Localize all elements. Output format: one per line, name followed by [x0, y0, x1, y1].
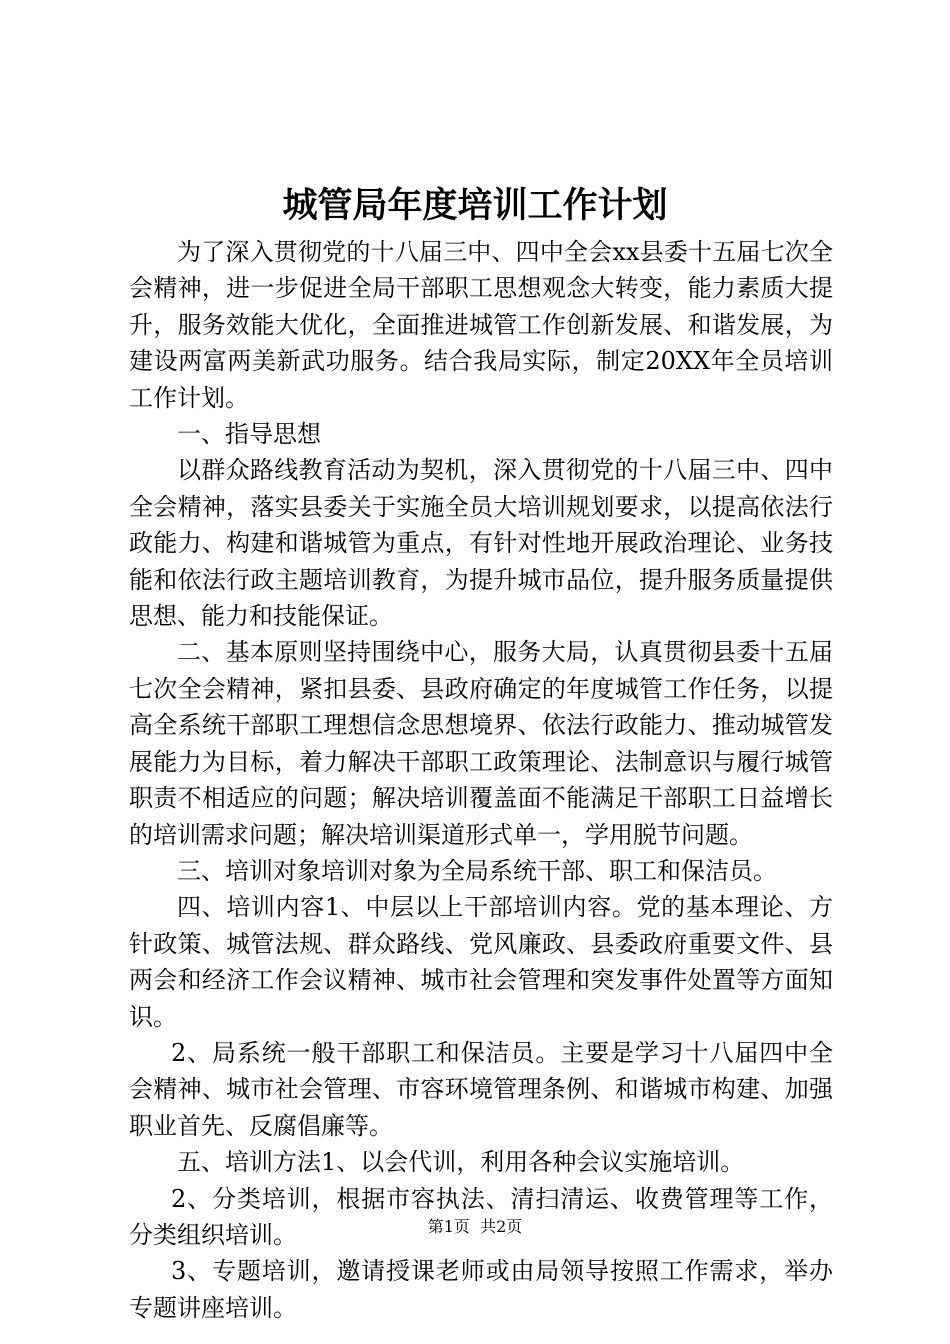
page-number: 第1页: [427, 1217, 470, 1236]
paragraph-training-content-2: 2、局系统一般干部职工和保洁员。主要是学习十八届四中全会精神、城市社会管理、市容环境管理条例、和谐城市构建、加强职业首先、反腐倡廉等。: [129, 1038, 833, 1140]
paragraph-training-methods-3: 3、专题培训，邀请授课老师或由局领导按照工作需求，举办专题讲座培训。: [129, 1257, 833, 1322]
paragraph-intro: 为了深入贯彻党的十八届三中、四中全会xx县委十五届七次全会精神，进一步促进全局干部职工思想观念大转变，能力素质大提升，服务效能大优化，全面推进城管工作创新发展、和谐发展，为建设两富两美新武功服务。结合我局实际，制定20XX年全员培训工作计划。: [129, 238, 833, 412]
document-body: [129, 234, 833, 1326]
document-title: 城管局年度培训工作计划: [282, 185, 668, 226]
page-footer: [0, 1215, 950, 1239]
page-total: 共2页: [480, 1217, 523, 1236]
paragraph-training-methods-1: 五、培训方法1、以会代训，利用各种会议实施培训。: [177, 1148, 745, 1177]
paragraph-basic-principles: 二、基本原则坚持围绕中心，服务大局，认真贯彻县委十五届七次全会精神，紧扣县委、县政府确定的年度城管工作任务，以提高全系统干部职工理想信念思想境界、依法行政能力、推动城管发展能力为目标，着力解决干部职工政策理论、法制意识与履行城管职责不相适应的问题；解决培训覆盖面不能满足干部职工日益增长的培训需求问题；解决培训渠道形式单一，学用脱节问题。: [129, 638, 833, 849]
heading-guiding-ideology: 一、指导思想: [177, 420, 321, 449]
paragraph-training-methods-2: 2、分类培训，根据市容执法、清扫清运、收费管理等工作，分类组织培训。: [129, 1184, 833, 1249]
paragraph-training-targets: 三、培训对象培训对象为全局系统干部、职工和保洁员。: [177, 856, 777, 885]
paragraph-training-content-1: 四、培训内容1、中层以上干部培训内容。党的基本理论、方针政策、城管法规、群众路线、党风廉政、县委政府重要文件、县两会和经济工作会议精神、城市社会管理和突发事件处置等方面知识。: [129, 893, 833, 1031]
paragraph-guiding-ideology: 以群众路线教育活动为契机，深入贯彻党的十八届三中、四中全会精神，落实县委关于实施全员大培训规划要求，以提高依法行政能力、构建和谐城管为重点，有针对性地开展政治理论、业务技能和依法行政主题培训教育，为提升城市品位，提升服务质量提供思想、能力和技能保证。: [129, 456, 833, 631]
